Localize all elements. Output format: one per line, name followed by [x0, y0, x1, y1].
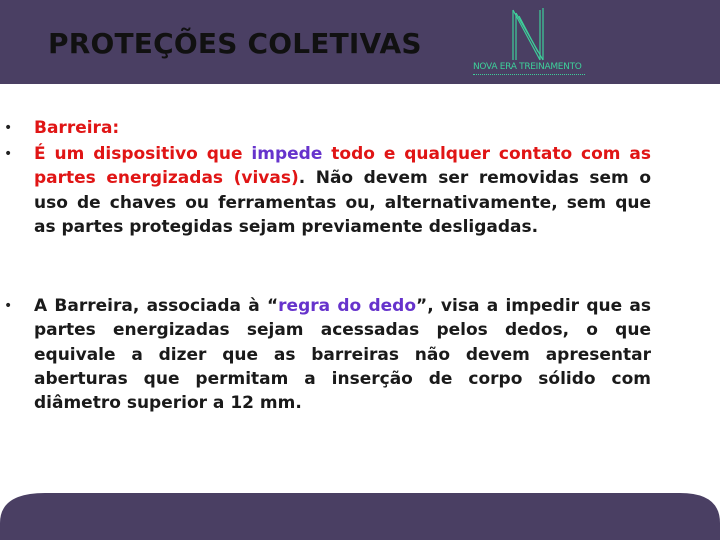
bullet-paragraph: [34, 142, 651, 239]
footer-bar: [0, 493, 720, 540]
bullet-dot-icon: •: [4, 146, 13, 162]
bullet-highlight: impede: [251, 144, 323, 164]
bullet-text-part: todo e qualquer contato com as partes energizadas (vivas): [34, 144, 651, 189]
bullet-text-part: . Não devem ser removidas sem o uso de chaves ou ferramentas ou, alternativamente, sem que as partes protegidas sejam previamente desligadas.: [34, 168, 651, 237]
bullet-dot-icon: •: [4, 298, 13, 314]
bullet-paragraph: [34, 294, 651, 415]
bullet-highlight: regra do dedo: [278, 296, 417, 316]
bullet-dot-icon: •: [4, 120, 13, 136]
bullet-label: Barreira:: [34, 118, 120, 138]
slide-title: PROTEÇÕES COLETIVAS: [48, 27, 422, 60]
logo-name: NOVA ERA TREINAMENTO: [473, 62, 582, 72]
bullet-text-part: ”, visa a impedir que as partes energizadas sejam acessadas pelos dedos, o que equivale a dizer que as barreiras não devem apresentar aberturas que permitam a inserção de corpo sólido com diâmetro superior a 12 mm.: [34, 296, 651, 414]
logo-tagline-line: [473, 74, 585, 77]
bullet-text-part: É um dispositivo que: [34, 144, 252, 164]
bullet-text-part: A Barreira, associada à “: [34, 296, 279, 316]
